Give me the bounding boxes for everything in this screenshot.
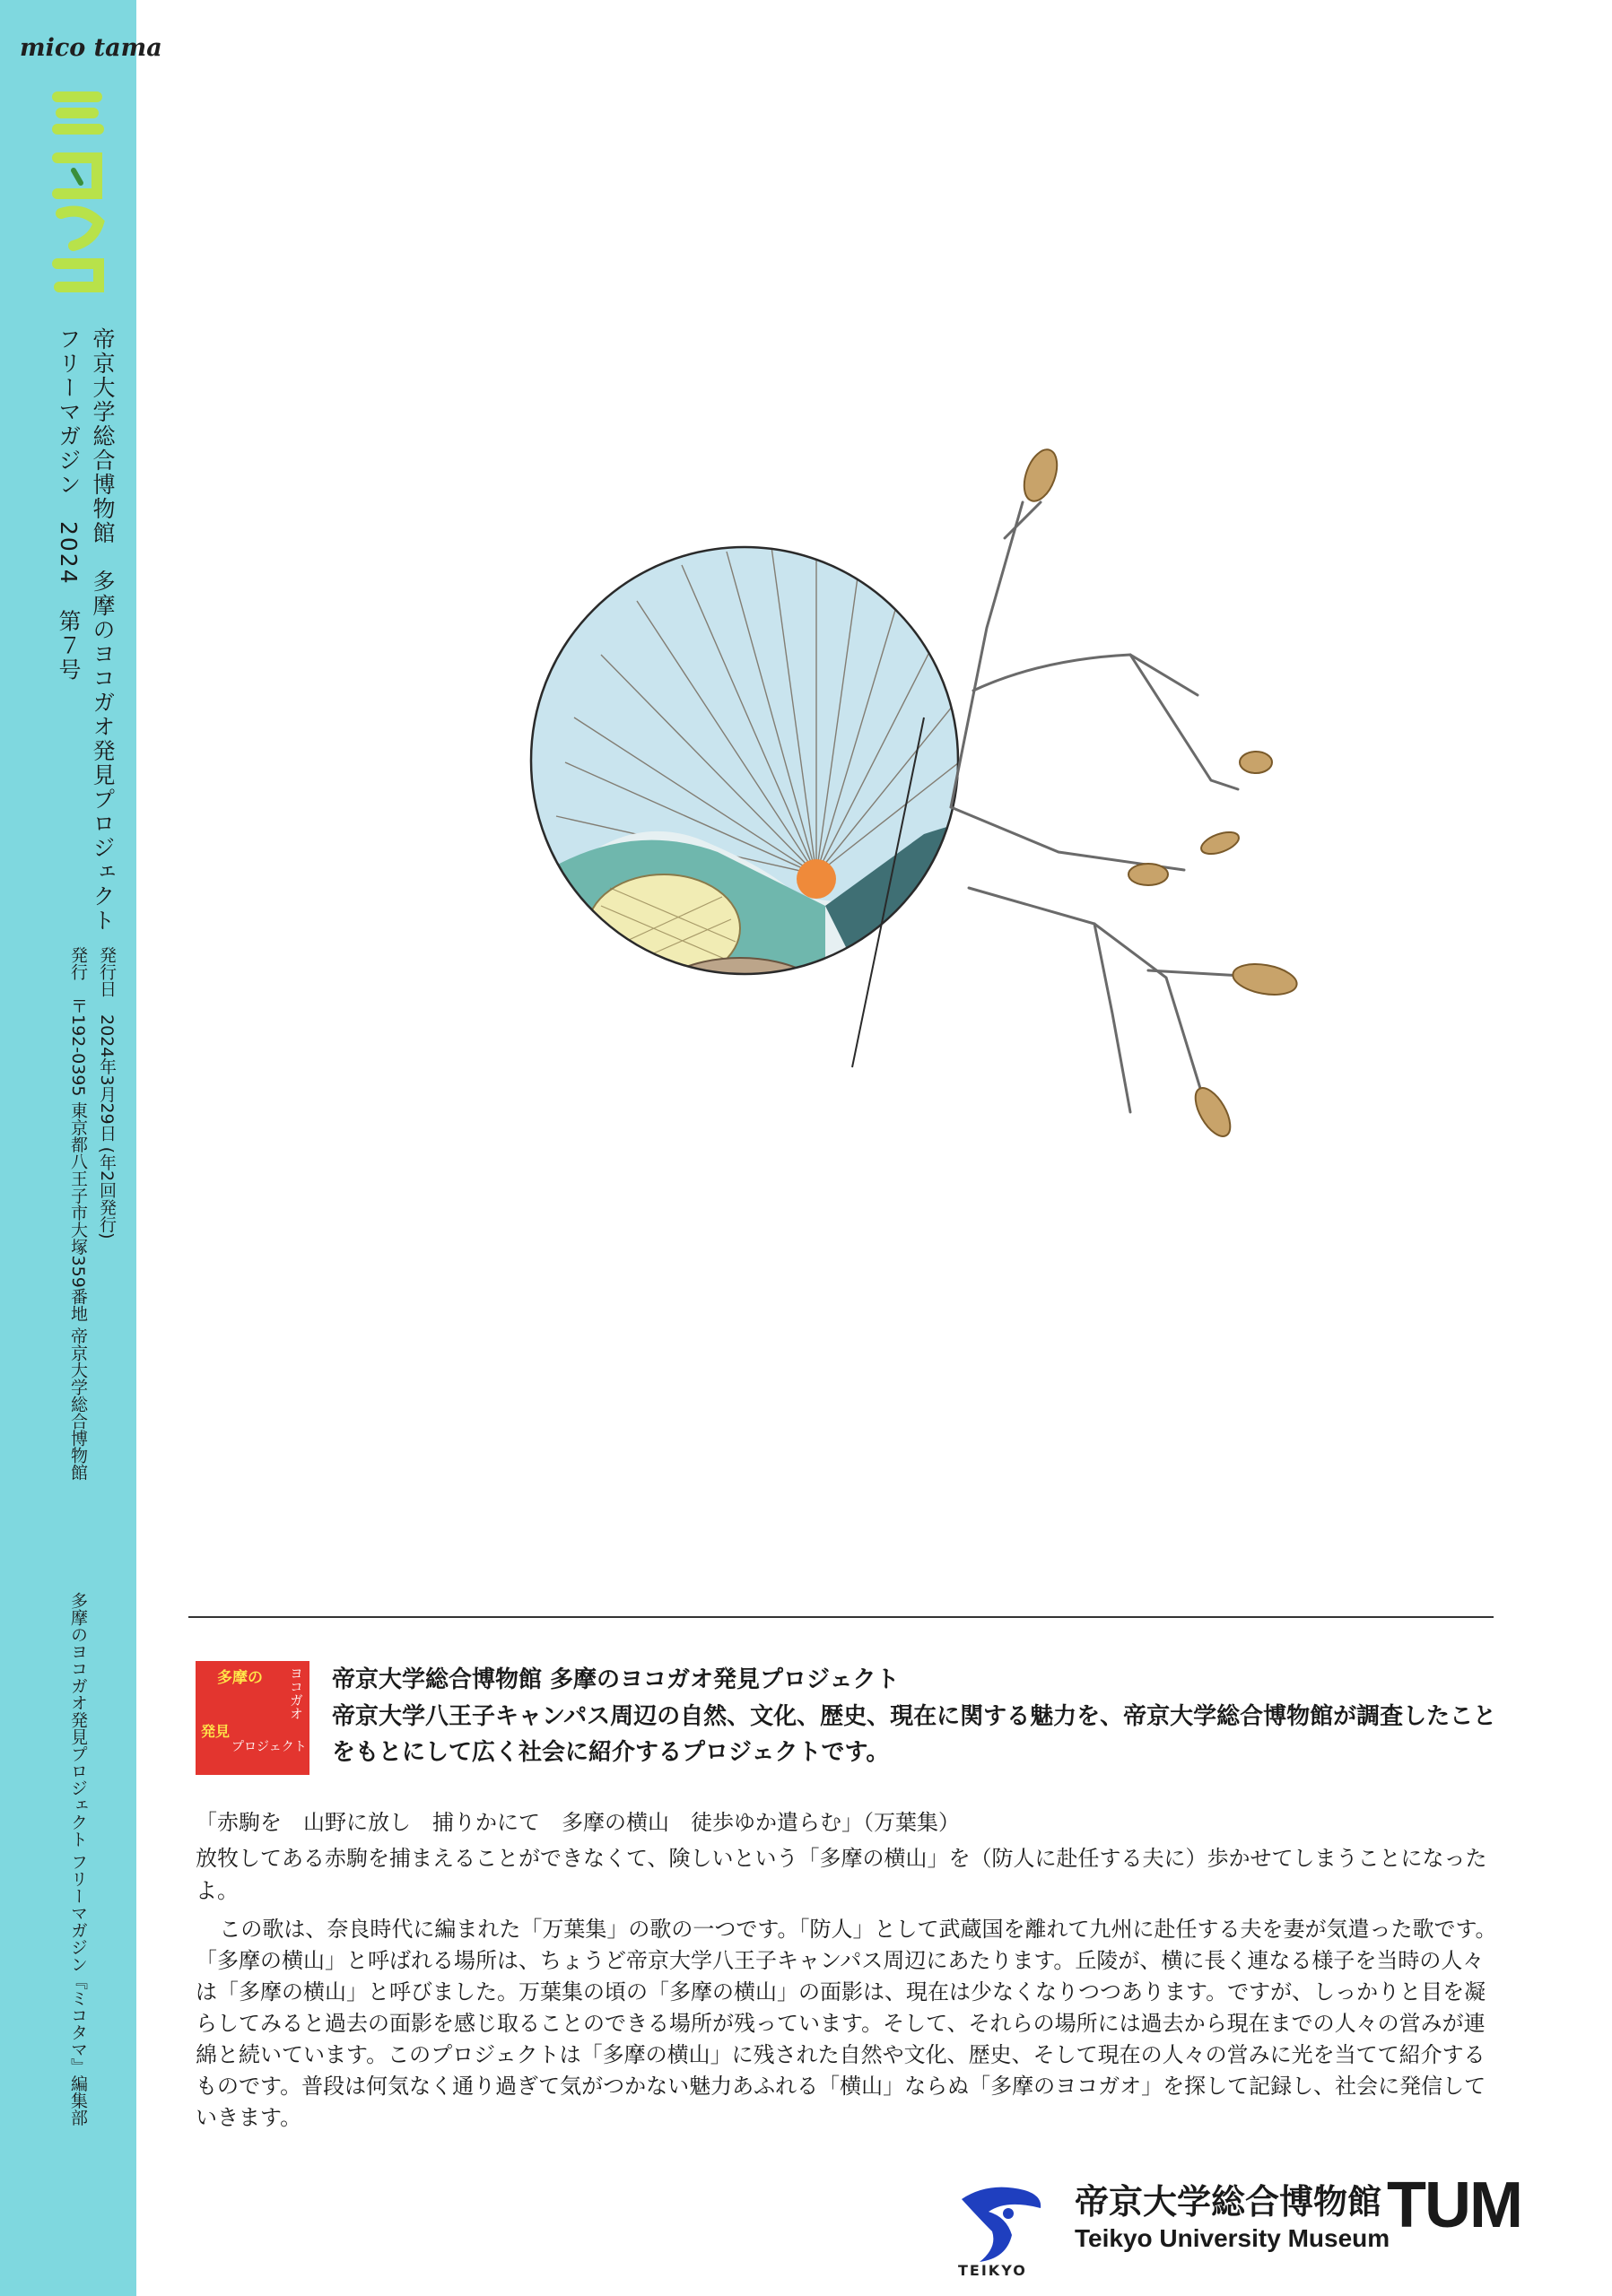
project-logo-text-mid: 発見	[201, 1723, 231, 1740]
project-logo-text-side: ヨコガオ	[288, 1666, 304, 1720]
teikyo-label: TEIKYO	[958, 2262, 1027, 2279]
vertical-title: 帝京大学総合博物館 多摩のヨコガオ発見プロジェクト	[90, 327, 116, 933]
project-title: 帝京大学総合博物館 多摩のヨコガオ発見プロジェクト	[332, 1666, 900, 1693]
project-logo	[196, 1661, 309, 1775]
brand-script: mico tama	[20, 34, 162, 62]
poem-quote: 「赤駒を 山野に放し 捕りかにて 多摩の横山 徒歩ゆか遣らむ」（万葉集）	[196, 1810, 960, 1835]
sidebar	[0, 0, 162, 2296]
publisher-address: 発行 〒192-0395 東京都八王子市大塚359番地 帝京大学総合博物館	[68, 946, 88, 1481]
poem-translation: 放牧してある赤駒を捕まえることができなくて、険しいという「多摩の横山」を（防人に赴任する夫に）歩かせてしまうことになったよ。	[196, 1846, 1487, 1903]
project-logo-text-top: 多摩の	[217, 1669, 263, 1687]
museum-name-ja: 帝京大学総合博物館	[1075, 2182, 1382, 2222]
publish-date: 発行日 2024年3月29日 (年2回発行)	[97, 946, 117, 1239]
article-body: この歌は、奈良時代に編まれた「万葉集」の歌の一つです。「防人」として武蔵国を離れて九州に赴任する夫を妻が気遣った歌です。「多摩の横山」と呼ばれる場所は、ちょうど帝京大学八王子キャンパス周辺にあたります。丘陵が、横に長く連なる様子を当時の人々は「多摩の横山」と呼びました。万葉集の頃の「多摩の横山」の面影は、現在は少なくなりつつあります。ですが、しっかりと目を凝らしてみると過去の面影を感じ取ることのできる場所が残っています。そして、それらの場所には過去から現在までの人々の営みが連綿と続いています。このプロジェクトは「多摩の横山」に残された自然や文化、歴史、そして現在の人々の営みに光を当てて紹介するものです。普段は何気なく通り過ぎて気がつかない魅力あふれる「横山」ならぬ「多摩のヨコガオ」を探して記録し、社会に発信していきます。	[196, 1917, 1497, 2130]
mikotama-logo	[47, 88, 111, 294]
museum-abbr-logo: TUM	[1387, 2170, 1521, 2241]
editorial-credit: 多摩のヨコガオ発見プロジェクト フリーマガジン『ミコタマ』編集部	[68, 1592, 88, 2126]
museum-name-en: Teikyo University Museum	[1075, 2224, 1390, 2252]
section-divider	[188, 1616, 1494, 1618]
vertical-issue: フリーマガジン 2024 第７号	[56, 327, 82, 683]
teikyo-emblem-icon	[953, 2172, 1051, 2271]
project-description: 帝京大学八王子キャンパス周辺の自然、文化、歴史、現在に関する魅力を、帝京大学総合博物館が調査したことをもとにして広く社会に紹介するプロジェクトです。	[332, 1703, 1497, 1766]
project-logo-text-bottom: プロジェクト	[231, 1740, 307, 1754]
sun-over-hills-with-branch-icon	[502, 422, 1435, 1283]
